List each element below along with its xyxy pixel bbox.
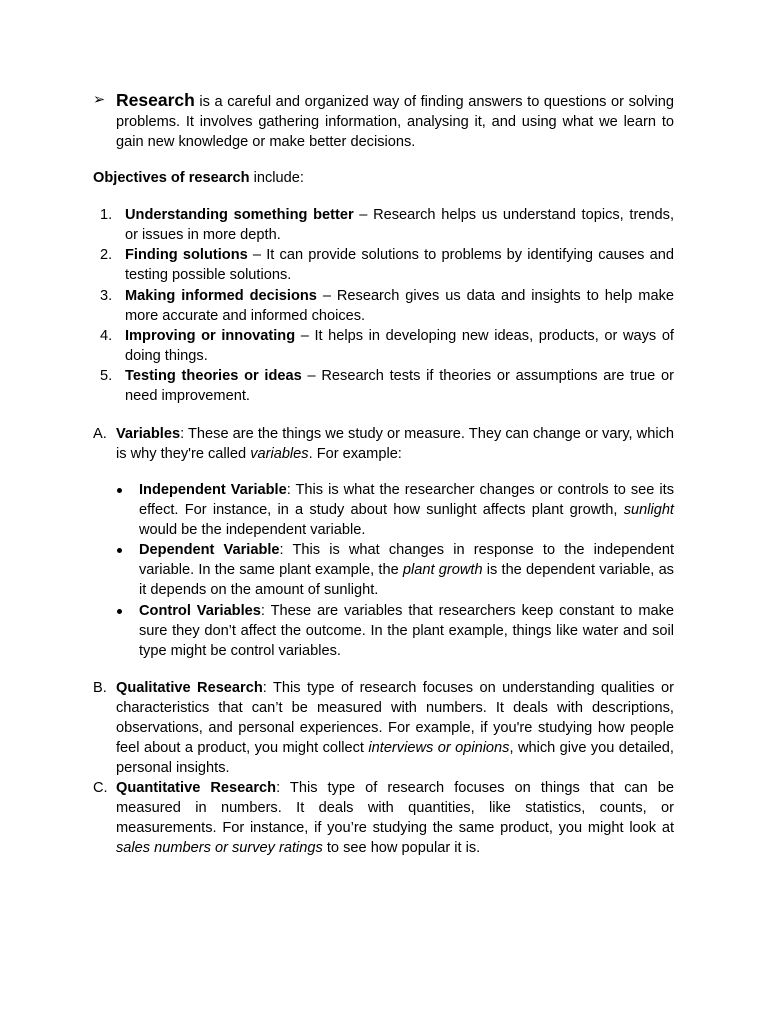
objective-number: 2.	[100, 247, 113, 263]
qualitative-section	[116, 678, 674, 778]
variable-text: is the dependent variable, as it depends on the amount of sunlight.	[139, 562, 674, 598]
bullet-dot-icon	[117, 609, 122, 614]
objectives-heading-bold: Objectives of research	[93, 170, 250, 186]
section-text: , which give you detailed, personal insights.	[116, 740, 674, 776]
objective-text: – Research tests if theories or assumptions are true or need improvement.	[125, 368, 674, 404]
objective-text: – It helps in developing new ideas, products, or ways of doing things.	[125, 328, 674, 364]
section-letter: B.	[93, 680, 107, 696]
section-term: Quantitative Research	[116, 780, 277, 796]
objective-number: 5.	[100, 368, 113, 384]
variable-italic: plant growth	[402, 562, 483, 578]
variable-term: Dependent Variable	[139, 542, 280, 558]
variable-item	[139, 540, 674, 600]
section-letter: A.	[93, 426, 107, 442]
section-term: Qualitative Research	[116, 680, 263, 696]
intro-paragraph	[116, 90, 674, 152]
objective-item	[125, 245, 674, 285]
variable-text: would be the independent variable.	[139, 522, 366, 538]
section-italic: sales numbers or survey ratings	[116, 840, 323, 856]
variable-text: : This is what changes in response to the independent variable. In the same plant example, the	[139, 542, 674, 578]
section-term: Variables	[116, 426, 181, 442]
objective-number: 3.	[100, 288, 113, 304]
section-text: : These are the things we study or measure. They can change or vary, which is why they're called	[116, 426, 674, 462]
variable-item	[139, 601, 674, 661]
variable-term: Control Variables	[139, 603, 261, 619]
objective-number: 1.	[100, 207, 113, 223]
bullet-dot-icon	[117, 548, 122, 553]
objectives-heading-rest: include:	[249, 170, 304, 186]
objective-term: Testing theories or ideas	[125, 368, 302, 384]
objective-term: Making informed decisions	[125, 288, 317, 304]
objective-item	[125, 205, 674, 245]
section-text: : This type of research focuses on things that can be measured in numbers. It deals with quantities, like statistics, counts, or measurements. For instance, if you’re studying the same product, you might look at	[116, 780, 674, 836]
objective-term: Improving or innovating	[125, 328, 296, 344]
section-italic: variables	[250, 446, 309, 462]
variable-item	[139, 480, 674, 540]
objective-number: 4.	[100, 328, 113, 344]
variable-text: : These are variables that researchers keep constant to make sure they don’t affect the outcome. In the plant example, things like water and soil type might be control variables.	[139, 603, 675, 659]
bullet-dot-icon	[117, 488, 122, 493]
intro-term: Research	[116, 90, 195, 110]
section-text: to see how popular it is.	[322, 840, 481, 856]
objective-item	[125, 326, 674, 366]
arrow-bullet-icon: ➢	[93, 92, 106, 108]
variable-text: : This is what the researcher changes or controls to see its effect. For instance, in a study about how sunlight affects plant growth,	[139, 482, 674, 518]
variable-italic: sunlight	[623, 502, 674, 518]
variable-term: Independent Variable	[139, 482, 287, 498]
quantitative-section	[116, 778, 674, 858]
section-text: : This type of research focuses on understanding qualities or characteristics that can’t be measured with numbers. It deals with descriptions, observations, and personal experiences. For example, if you're studying how people feel about a product, you might collect	[116, 680, 675, 756]
objective-item	[125, 366, 674, 406]
objective-text: – Research helps us understand topics, trends, or issues in more depth.	[125, 207, 675, 243]
section-text: . For example:	[308, 446, 402, 462]
objective-item	[125, 286, 674, 326]
section-italic: interviews or opinions	[368, 740, 510, 756]
objective-text: – It can provide solutions to problems by identifying causes and testing possible solutions.	[125, 247, 674, 283]
objective-text: – Research gives us data and insights to help make more accurate and informed choices.	[125, 288, 674, 324]
intro-text: is a careful and organized way of finding answers to questions or solving problems. It involves gathering information, analysing it, and using what we learn to gain new knowledge or make better decisions.	[116, 94, 674, 150]
variables-section	[116, 424, 674, 464]
objective-term: Finding solutions	[125, 247, 248, 263]
objectives-heading	[93, 168, 673, 188]
objective-term: Understanding something better	[125, 207, 354, 223]
section-letter: C.	[93, 780, 108, 796]
